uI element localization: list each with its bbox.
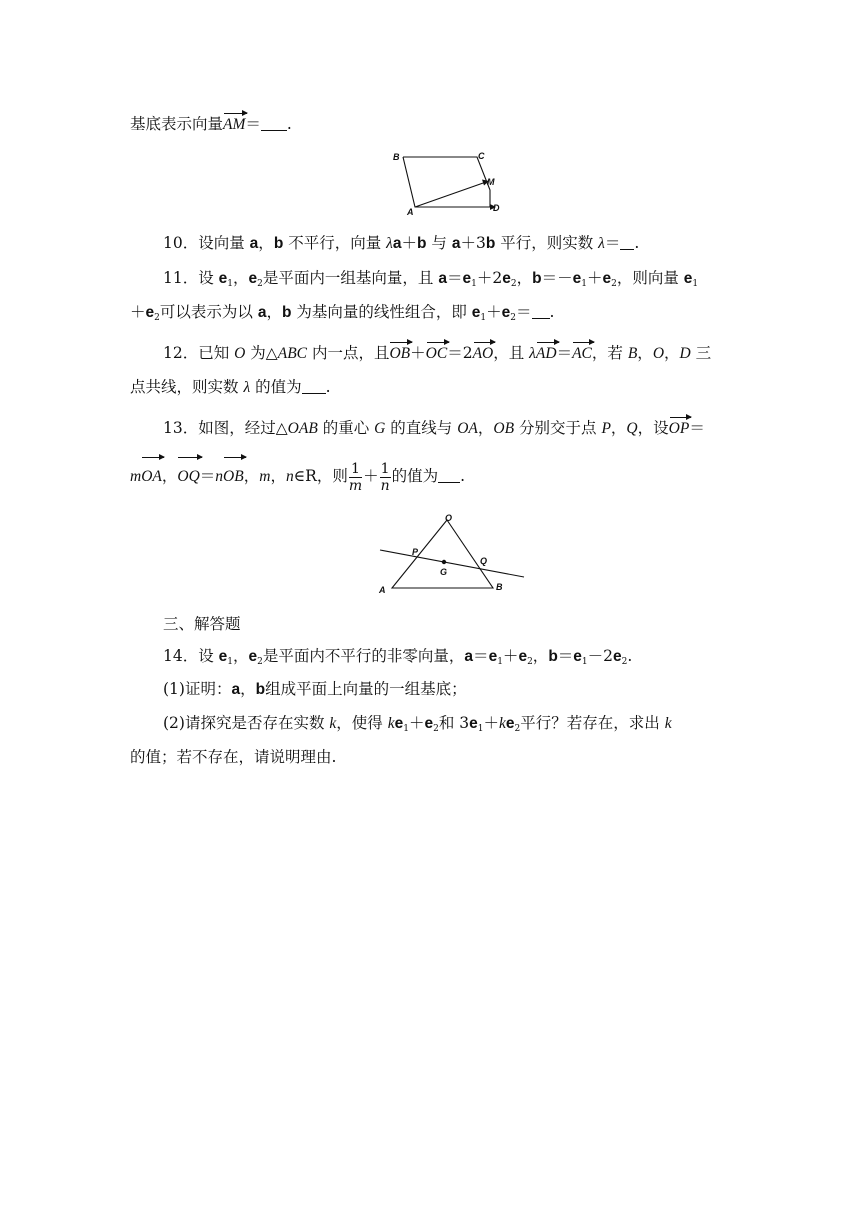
text-q14-line1-e: e xyxy=(573,648,582,665)
text-q13-line1-c: ， xyxy=(610,419,627,437)
triangle-figure xyxy=(372,506,532,598)
text-q11-line1-e: e xyxy=(471,304,481,321)
text-q14-line1-e: e xyxy=(488,648,498,665)
text-q13-line1-c: ， xyxy=(477,419,494,437)
text-q10-b3: b xyxy=(485,235,496,252)
text-q12-line1-O: O xyxy=(234,345,246,362)
text-q12-line2-t2: 的值为 xyxy=(250,378,302,396)
text-q12-line1-OC: OC xyxy=(425,345,448,362)
label-M: M xyxy=(487,177,495,187)
text-q10-comma1: ， xyxy=(258,234,274,252)
fraction-1-over-m xyxy=(349,461,362,494)
text-q11-line1-s1: 1 xyxy=(227,279,234,289)
text-q13-line2-m: m xyxy=(130,468,142,485)
text-q12-line1-t4: ，且 xyxy=(493,344,530,362)
text-q11-line1-t1: 设 xyxy=(198,269,219,287)
text-q12-line1-eq: ＝2 xyxy=(447,344,473,362)
label-B: B xyxy=(496,582,503,592)
text-q10-a2: a xyxy=(392,235,402,252)
text-q14-line1-s2: 2 xyxy=(621,657,628,667)
label-B: B xyxy=(393,152,400,162)
text-q10-t1: 设向量 xyxy=(198,234,250,252)
text-q11-line2-plus: ＋ xyxy=(486,303,502,321)
text-q11-line1-eq2: ＝－ xyxy=(541,269,573,287)
text-q13-line1-t2: 的重心 xyxy=(317,419,375,437)
question-11-cont xyxy=(130,302,554,323)
text-q12-line1-lam: λ xyxy=(529,345,536,362)
text-q13-line2-t2: 的值为 xyxy=(391,467,439,485)
text-q11-line1-eq1: ＝ xyxy=(446,269,463,287)
text-q11-line1-c2: ， xyxy=(516,269,533,287)
text-q12-line2-end: . xyxy=(325,378,331,396)
text-q10-t3: 与 xyxy=(426,234,452,252)
label-A: A xyxy=(379,585,386,595)
text-q11-line1-s1: 1 xyxy=(471,279,477,289)
text-q13-line2-OA: OA xyxy=(141,459,162,495)
text-q11-line1-s1: 1 xyxy=(581,279,587,289)
parallelogram-figure xyxy=(385,146,510,216)
text-q12-line1-t6: 三 xyxy=(690,344,712,362)
text-q9_tail-eq: ＝ xyxy=(245,115,261,133)
question-12 xyxy=(163,343,711,364)
text-q11-line1-b: b xyxy=(532,270,542,287)
text-q14-p2-t3: 和 3 xyxy=(438,714,470,732)
answer-blank xyxy=(620,235,634,250)
label-D: D xyxy=(493,203,500,213)
text-q14-line1-end: . xyxy=(627,647,633,665)
text-q14-line1-s1: 1 xyxy=(227,657,234,667)
answer-blank xyxy=(532,304,550,319)
text-q10-a: a xyxy=(249,235,259,252)
answer-blank xyxy=(261,116,287,131)
fraction-1-over-n xyxy=(380,461,391,494)
text-q14-line1-s2: 2 xyxy=(514,724,521,734)
text-q14-p2-t1: (2)请探究是否存在实数 xyxy=(163,714,330,732)
text-q14-p2-plus2: ＋ xyxy=(483,714,500,732)
text-q11-line1-s1: 1 xyxy=(692,279,699,289)
text-q14-line1-s1: 1 xyxy=(497,657,503,667)
text-q12-line1-B: B xyxy=(627,345,638,362)
text-q14-line1-e: e xyxy=(248,648,258,665)
text-q11-line1-e: e xyxy=(602,270,612,287)
text-q13-line2-c1: ， xyxy=(161,467,178,485)
label-Q: Q xyxy=(480,556,488,566)
text-q13-line1-eq: ＝ xyxy=(689,419,705,437)
text-q11-line1-e: e xyxy=(145,304,155,321)
text-q11-line1-t2: 是平面内一组基向量，且 xyxy=(262,269,439,287)
question-14-part-1 xyxy=(163,679,467,700)
text-q11-line1-e: e xyxy=(501,304,511,321)
text-q12-line1-O2: O xyxy=(652,345,665,362)
text-q13-line2-m2: m xyxy=(259,468,271,485)
text-q13-line2-OB: OB xyxy=(223,459,244,495)
text-q13-line1-num: 13． xyxy=(163,419,199,437)
text-q13-line2-n: n xyxy=(380,477,390,494)
text-q13-line1-Q: Q xyxy=(626,420,638,437)
text-q11-line1-num: 11． xyxy=(163,269,199,287)
question-13-cont xyxy=(130,458,465,494)
text-q12-line1-c: ， xyxy=(664,344,680,362)
text-q12-line1-OB: OB xyxy=(389,345,411,362)
text-q11-line2-end: . xyxy=(549,303,555,321)
text-q14-line1-plus: ＋ xyxy=(502,647,519,665)
text-q14-line1-s2: 2 xyxy=(433,724,439,734)
text-q13-line1-t4: 分别交于点 xyxy=(514,419,602,437)
text-q14-line1-e: e xyxy=(613,648,622,665)
text-q13-line1-t5: ，设 xyxy=(637,419,669,437)
text-q13-line2-m: m xyxy=(348,477,363,494)
text-q14-line1-minus: －2 xyxy=(587,647,614,665)
text-q11-line1-e: e xyxy=(248,270,258,287)
text-q11-line1-e: e xyxy=(502,270,511,287)
text-q11-line2-s2: 2 xyxy=(510,313,517,323)
text-q11-line2-s1: 1 xyxy=(480,313,487,323)
text-q14-line1-s2: 2 xyxy=(527,657,533,667)
text-q14-p1-c: ， xyxy=(240,680,256,698)
text-q14-line1-e: e xyxy=(469,715,478,732)
text-q14-line1-num: 14． xyxy=(163,647,199,665)
text-q14-p1-t2: 组成平面上向量的一组基底； xyxy=(265,680,467,698)
text-q12-line1-t2: 为△ xyxy=(245,344,278,362)
text-q11-line2-eq: ＝ xyxy=(516,303,532,321)
text-q13-line2-eq: ＝ xyxy=(199,467,216,485)
text-q11-line2-t3: 为基向量的线性组合，即 xyxy=(291,303,472,321)
text-q14-line1-s1: 1 xyxy=(581,657,588,667)
text-q11-line1-e: e xyxy=(683,270,693,287)
question-10 xyxy=(163,233,639,254)
text-q13-line1-OAB: OAB xyxy=(287,420,318,437)
text-q11-line1-e: e xyxy=(462,270,472,287)
text-q13-line2-c2: ， xyxy=(243,467,260,485)
text-q14-line1-e: e xyxy=(424,715,434,732)
text-q11-line1-t3: ，则向量 xyxy=(616,269,684,287)
text-q13-line2-end: . xyxy=(460,467,466,485)
text-q14-p2-k: k xyxy=(664,715,672,732)
text-q11-line2-b: b xyxy=(281,304,292,321)
text-q11-line2-t2: 可以表示为以 xyxy=(159,303,258,321)
text-q11-line1-a: a xyxy=(438,270,447,287)
text-q14-line1-a: a xyxy=(464,648,474,665)
text-q12-line1-t3: 内一点，且 xyxy=(307,344,390,362)
text-q11-line1-s2: 2 xyxy=(257,279,263,289)
text-q10-a3: a xyxy=(451,235,461,252)
text-q12-line1-eq2: ＝ xyxy=(556,344,573,362)
text-q12-line1-t5: ，若 xyxy=(591,344,628,362)
question-14-part-2 xyxy=(163,713,672,734)
vector-AM: AM xyxy=(223,116,246,133)
text-q11-line1-e: e xyxy=(218,270,228,287)
text-q12-line1-plus: ＋ xyxy=(410,344,426,362)
text-q11-line1-p2: ＋2 xyxy=(476,269,503,287)
text-q11-line1-c1: ， xyxy=(233,269,249,287)
label-G: G xyxy=(440,567,448,577)
text-q14-line1-b: b xyxy=(548,648,558,665)
text-q14-line1-s1: 1 xyxy=(477,724,484,734)
text-q14-line1-e: e xyxy=(505,715,515,732)
text-q13-line2-c3: ， xyxy=(270,467,286,485)
text-q11-line1-e: e xyxy=(572,270,582,287)
text-q13-line2-one: 1 xyxy=(349,461,362,478)
text-q12-line1-D: D xyxy=(679,345,691,362)
text-q13-line1-OB: OB xyxy=(493,420,515,437)
text-q14-p1-t1: (1)证明： xyxy=(163,680,232,698)
text-q13-line1-G: G xyxy=(374,420,386,437)
question-14-part-2-cont: 的值；若不存在，请说明理由. xyxy=(130,748,337,766)
text-q12-line2-lam: λ xyxy=(243,379,251,396)
text-q11-line2-s2: 2 xyxy=(154,313,160,323)
question-11 xyxy=(163,268,698,289)
text-q14-p1-b: b xyxy=(255,681,266,698)
answer-blank xyxy=(302,379,326,394)
text-q13-line2-n: n xyxy=(215,468,224,485)
text-q10-b: b xyxy=(273,235,284,252)
label-A: A xyxy=(407,207,414,216)
text-q10-t4: 平行，则实数 xyxy=(495,234,599,252)
text-q10-end: . xyxy=(634,234,640,252)
text-q14-p2-plus: ＋ xyxy=(408,714,425,732)
text-q13-line1-t3: 的直线与 xyxy=(385,419,458,437)
text-q13-line1-P: P xyxy=(601,420,611,437)
text-q12-line1-AC: AC xyxy=(572,345,592,362)
text-q12-line1-c: ， xyxy=(637,344,653,362)
text-q14-p1-a: a xyxy=(231,681,241,698)
text-q10-num: 10． xyxy=(163,234,199,252)
text-q13-line2-OQ: OQ xyxy=(177,459,199,495)
text-q14-p2-k: k xyxy=(499,715,506,732)
label-P: P xyxy=(412,547,419,557)
text-q11-line2-t1: ＋ xyxy=(130,303,146,321)
text-q14-line1-c2: ， xyxy=(532,647,549,665)
text-q14-line1-eq2: ＝ xyxy=(557,647,574,665)
text-q12-line1-t1: 已知 xyxy=(198,344,235,362)
text-q10-lam: λ xyxy=(386,235,393,252)
text-q10-t2: 不平行，向量 xyxy=(283,234,387,252)
text-q10-eq: ＝ xyxy=(604,234,621,252)
text-q10-lam2: λ xyxy=(598,235,605,252)
text-q14-line1-e: e xyxy=(518,648,528,665)
answer-blank xyxy=(438,468,460,483)
text-q14-line1-t2: 是平面内不平行的非零向量， xyxy=(262,647,465,665)
label-O: O xyxy=(445,513,453,523)
text-q11-line1-s2: 2 xyxy=(510,279,517,289)
text-q14-p2-t2: ，使得 xyxy=(336,714,388,732)
text-q11-line1-s2: 2 xyxy=(611,279,617,289)
text-q13-line2-in: ∈R，则 xyxy=(293,467,348,485)
text-q13-line2-one: 1 xyxy=(380,460,390,477)
text-q10-b2: b xyxy=(417,235,427,252)
text-q13-line1-OA: OA xyxy=(457,420,478,437)
text-q10-plus3: ＋3 xyxy=(460,234,486,252)
text-q12-line1-num: 12． xyxy=(163,344,199,362)
text-q14-line1-s2: 2 xyxy=(257,657,263,667)
label-C: C xyxy=(478,151,485,161)
section-title: 三、解答题 xyxy=(163,615,241,633)
text-q14-line1-t1: 设 xyxy=(198,647,219,665)
text-q14-line1-e: e xyxy=(218,648,228,665)
text-q14-p2-t4: 平行？若存在，求出 xyxy=(520,714,665,732)
text-q14-line1-e: e xyxy=(394,715,404,732)
text-q11-line1-p3: ＋ xyxy=(586,269,603,287)
text-q13-line2-plus: ＋ xyxy=(363,467,379,485)
text-q12-line1-ABC: ABC xyxy=(277,345,308,362)
text-q13-line1-OP: OP xyxy=(668,420,690,437)
text-q14-p2-k: k xyxy=(329,715,337,732)
text-q13-line2-n2: n xyxy=(285,468,294,485)
question-13 xyxy=(163,418,705,439)
text-q14-line1-c: ， xyxy=(233,647,249,665)
question-12-cont xyxy=(130,377,331,398)
question-14 xyxy=(163,646,632,667)
text-q12-line1-AD: AD xyxy=(535,345,557,362)
text-q14-p2-k: k xyxy=(387,715,395,732)
text-q12-line2-t1: 点共线，则实数 xyxy=(130,378,244,396)
text-q9_tail-end: . xyxy=(286,115,292,133)
text-q10-plus: ＋ xyxy=(401,234,417,252)
text-q14-line1-eq1: ＝ xyxy=(473,647,489,665)
text-q14-line1-s1: 1 xyxy=(403,724,409,734)
text-q9_tail-prefix: 基底表示向量 xyxy=(130,115,224,133)
text-q13-line1-t1: 如图，经过△ xyxy=(198,419,288,437)
text-q11-line2-c: ， xyxy=(266,303,282,321)
text-q12-line1-AO: AO xyxy=(472,345,494,362)
q9-tail xyxy=(130,114,292,135)
text-q11-line2-a: a xyxy=(257,304,267,321)
